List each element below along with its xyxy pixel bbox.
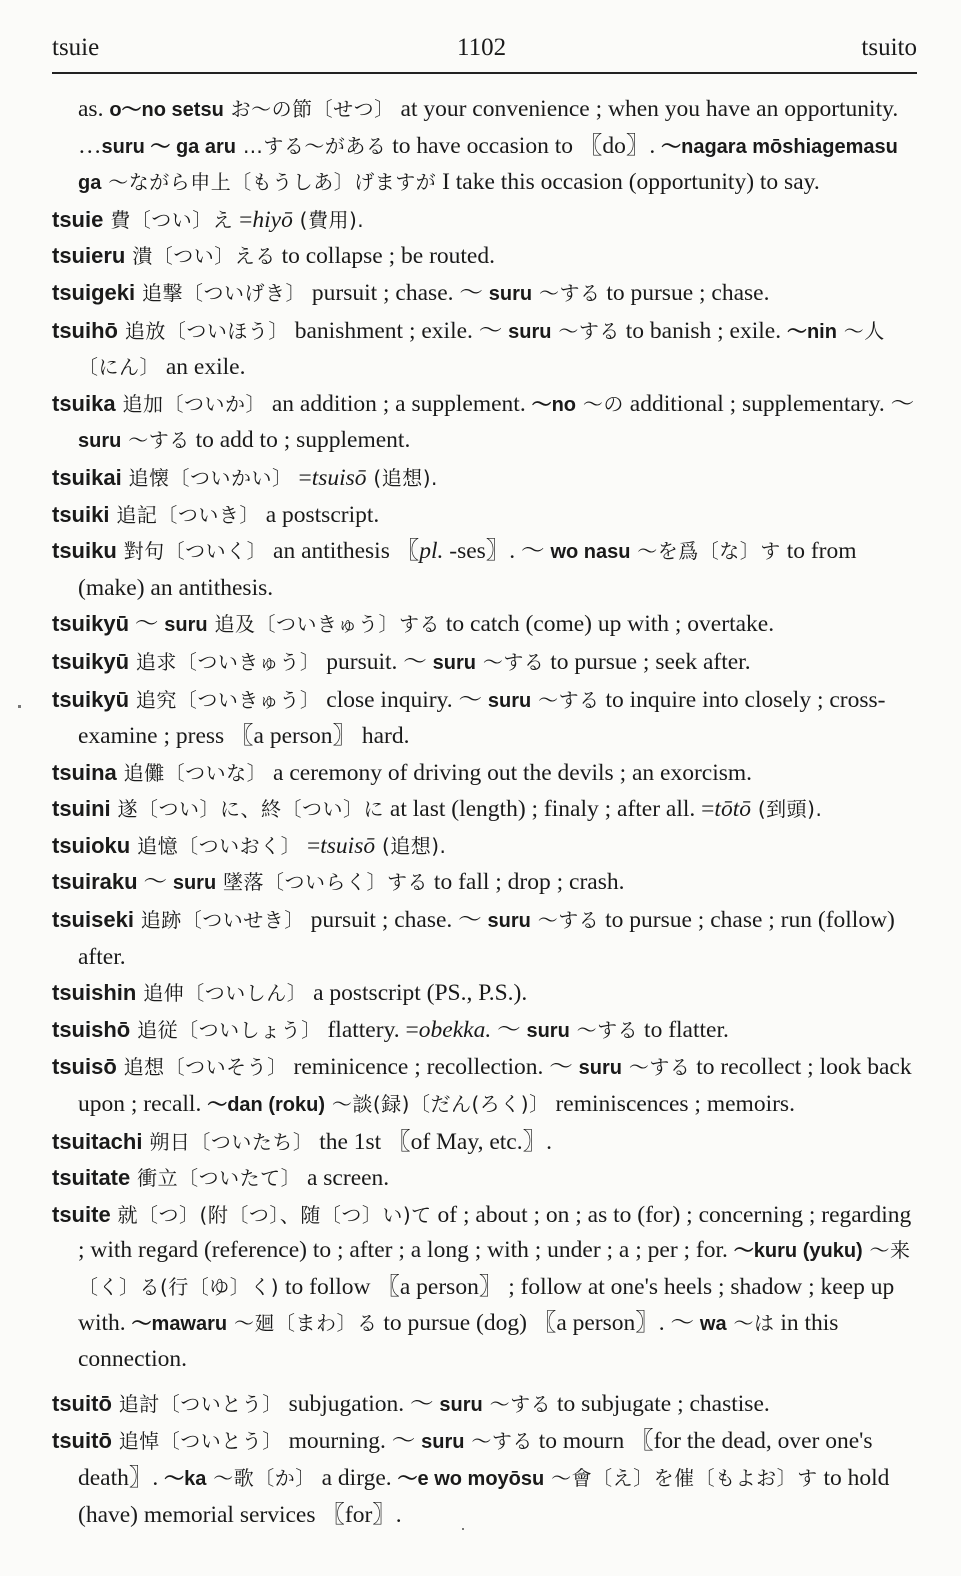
romaji-phrase: suru xyxy=(526,1019,570,1042)
definition-text: to flatter. xyxy=(638,1016,729,1043)
japanese-text: 追伸〔ついしん〕 xyxy=(136,981,308,1006)
romaji-phrase: ～dan (roku) xyxy=(207,1094,325,1117)
definition-text: a postscript. xyxy=(259,501,380,528)
definition-text: to fall ; drop ; crash. xyxy=(428,869,625,896)
romaji-phrase: suru xyxy=(487,910,531,933)
romaji-phrase: suru xyxy=(578,1057,623,1080)
definition-text: close inquiry. ～ xyxy=(320,686,488,713)
dictionary-entry xyxy=(52,275,917,313)
definition-text: an exile. xyxy=(160,354,246,381)
japanese-text: 追撃〔ついげき〕 xyxy=(135,280,306,305)
definition-text: as. xyxy=(78,96,110,122)
header-first-word: tsuie xyxy=(52,34,100,61)
japanese-text: ～する xyxy=(622,1055,691,1080)
headword: tsuie xyxy=(52,206,104,232)
romaji-phrase: ～mawaru xyxy=(131,1312,228,1335)
definition-text: = xyxy=(233,206,253,233)
definition-text: at last (length) ; finaly ; after all. = xyxy=(384,796,715,823)
definition-text: reminiscences ; memoirs. xyxy=(549,1091,795,1118)
japanese-text: ～ながら申上〔もうしあ〕げますが xyxy=(101,170,437,195)
romaji-phrase: suru xyxy=(172,872,217,895)
header-last-word: tsuito xyxy=(861,34,917,61)
japanese-text: お～の節〔せつ〕 xyxy=(223,97,395,121)
definition-text: pursuit ; chase. ～ xyxy=(306,279,489,306)
definition-text: mourning. ～ xyxy=(282,1428,422,1455)
dictionary-entry xyxy=(52,238,917,275)
headword: tsuiku xyxy=(52,538,117,564)
headword: tsuioku xyxy=(52,832,131,858)
japanese-text: 追想〔ついそう〕 xyxy=(116,1055,288,1080)
romaji-phrase: wo nasu xyxy=(550,541,631,564)
japanese-text: ～来〔く〕る(行〔ゆ〕く) xyxy=(78,1238,911,1299)
print-speck xyxy=(18,705,21,708)
romaji-phrase: suru xyxy=(78,430,122,453)
headword: tsuishin xyxy=(52,980,137,1006)
print-speck xyxy=(462,1528,464,1530)
definition-text: to catch (come) up with ; overtake. xyxy=(439,611,775,638)
definition-text: I take this occasion (opportunity) to say. xyxy=(436,169,820,196)
definition-text: a screen. xyxy=(301,1165,390,1192)
romaji-phrase: o～no setsu xyxy=(109,99,224,121)
definition-text: a ceremony of driving out the devils ; an exorcism. xyxy=(267,759,753,786)
headword: tsuini xyxy=(52,796,111,822)
running-header xyxy=(52,34,917,74)
japanese-text: ～の xyxy=(576,391,624,416)
dictionary-entry xyxy=(52,1124,917,1161)
romaji-phrase: ～nin xyxy=(786,320,837,343)
definition-text: to pursue ; chase ; run (follow) after. xyxy=(78,907,895,970)
definition-text: additional ; supplementary. ～ xyxy=(623,390,915,417)
dictionary-entry xyxy=(52,1049,917,1123)
page-number: 1102 xyxy=(457,34,507,61)
japanese-text: 追儺〔ついな〕 xyxy=(116,760,268,785)
japanese-text: 追求〔ついきゅう〕 xyxy=(129,649,321,674)
cross-reference: obekka. xyxy=(418,1016,492,1043)
definition-text: to pursue ; seek after. xyxy=(544,648,751,675)
entry-gap xyxy=(52,1378,917,1386)
cross-reference: pl. xyxy=(419,538,444,565)
japanese-text: …する～がある xyxy=(235,133,387,158)
headword: tsuisō xyxy=(52,1054,117,1080)
definition-text: ～ xyxy=(129,611,165,638)
headword: tsuigeki xyxy=(52,279,136,305)
romaji-phrase: ～no xyxy=(531,393,577,416)
headword: tsuishō xyxy=(52,1016,131,1042)
headword: tsuika xyxy=(52,390,116,416)
definition-text: reminicence ; recollection. ～ xyxy=(287,1054,579,1081)
definition-text: banishment ; exile. ～ xyxy=(288,317,509,344)
dictionary-entry xyxy=(52,533,917,606)
japanese-text: ～する xyxy=(476,649,545,674)
definition-text: to pursue ; chase. xyxy=(600,279,770,306)
definition-text: at your convenience ; when you have an opportunity. … xyxy=(78,96,899,159)
definition-text: to collapse ; be routed. xyxy=(275,243,495,270)
dictionary-entry xyxy=(52,313,917,386)
cross-reference: tsuisō xyxy=(311,464,367,491)
definition-text: the 1st 〖of May, etc.〗. xyxy=(313,1128,552,1155)
definition-text: to add to ; supplement. xyxy=(189,427,411,454)
romaji-phrase: ～kuru (yuku) xyxy=(733,1240,863,1263)
romaji-phrase: suru xyxy=(164,614,208,637)
definition-text: subjugation. ～ xyxy=(282,1390,440,1417)
japanese-text: ～會〔え〕を催〔もよお〕す xyxy=(544,1465,818,1490)
headword: tsuina xyxy=(52,759,117,785)
romaji-phrase: ～nagara mōshiagemasu ga xyxy=(78,135,898,195)
definition-text: a dirge. xyxy=(315,1464,398,1491)
definition-text: flattery. = xyxy=(321,1016,419,1043)
headword: tsuikyū xyxy=(52,686,130,712)
definition-text: an antithesis 〖 xyxy=(267,538,420,565)
japanese-text: ～歌〔か〕 xyxy=(206,1465,316,1490)
headword: tsuite xyxy=(52,1201,111,1227)
romaji-phrase: suru xyxy=(439,1393,483,1416)
dictionary-entry xyxy=(52,386,917,460)
definition-text: to mourn 〖for the dead, over one's death〗. xyxy=(78,1428,873,1491)
japanese-text: 追討〔ついとう〕 xyxy=(111,1391,283,1416)
dictionary-entry xyxy=(52,1197,917,1378)
japanese-text: ～する xyxy=(464,1429,533,1454)
dictionary-entry xyxy=(52,755,917,792)
romaji-phrase: suru xyxy=(488,282,533,305)
dictionary-entry xyxy=(52,1160,917,1197)
definition-text: to subjugate ; chastise. xyxy=(551,1390,770,1417)
romaji-phrase: suru xyxy=(421,1431,465,1454)
dictionary-entry xyxy=(52,791,917,828)
japanese-text: 追究〔ついきゅう〕 xyxy=(129,687,321,712)
definition-text: a postscript (PS., P.S.). xyxy=(307,980,528,1007)
romaji-phrase: ～e wo moyōsu xyxy=(397,1467,545,1490)
japanese-text: ～する xyxy=(569,1017,639,1042)
japanese-text: (追想). xyxy=(366,465,438,490)
japanese-text: 朔日〔ついたち〕 xyxy=(142,1129,314,1154)
dictionary-entry xyxy=(52,902,917,975)
entry-continuation xyxy=(52,92,917,202)
definition-text: = xyxy=(301,832,321,859)
definition-text: of ; about ; on ; as to (for) ; concerning ; regarding ; with regard (reference) to ; after ; a long ; with ; under ; a ; per ; for. xyxy=(78,1201,912,1264)
japanese-text: 對句〔ついく〕 xyxy=(116,539,268,564)
japanese-text: ～人〔にん〕 xyxy=(78,318,885,380)
headword: tsuikyū xyxy=(52,648,130,674)
dictionary-entry xyxy=(52,828,917,865)
dictionary-entry xyxy=(52,864,917,902)
definition-text: to have occasion to 〖do〗. xyxy=(386,132,662,159)
headword: tsuiki xyxy=(52,501,110,527)
dictionary-entry xyxy=(52,975,917,1012)
romaji-phrase: wa xyxy=(699,1312,727,1335)
japanese-text: ～する xyxy=(532,280,601,305)
romaji-phrase: suru xyxy=(432,651,477,674)
definition-text: ～ xyxy=(491,1016,527,1043)
headword: tsuieru xyxy=(52,243,126,269)
japanese-text: ～する xyxy=(121,428,190,453)
japanese-text: 墜落〔ついらく〕する xyxy=(216,870,429,895)
definition-text: pursuit ; chase. ～ xyxy=(304,907,488,934)
japanese-text: ～を爲〔な〕す xyxy=(630,539,781,564)
definition-text: to from (make) an antithesis. xyxy=(78,538,857,601)
definition-text: in this connection. xyxy=(78,1309,839,1373)
definition-text: = xyxy=(292,464,312,491)
japanese-text: 追記〔ついき〕 xyxy=(109,502,260,527)
definition-text: to hold (have) memorial services 〖for〗. xyxy=(78,1464,890,1528)
headword: tsuitachi xyxy=(52,1128,143,1154)
headword: tsuihō xyxy=(52,317,118,343)
headword: tsuikyū xyxy=(52,611,130,637)
japanese-text: ～談(録)〔だん(ろく)〕 xyxy=(325,1092,550,1117)
dictionary-entry xyxy=(52,1012,917,1050)
romaji-phrase: suru ～ ga aru xyxy=(101,135,236,158)
japanese-text: 追及〔ついきゅう〕する xyxy=(207,612,440,637)
dictionary-entry xyxy=(52,606,917,644)
japanese-text: 追懐〔ついかい〕 xyxy=(121,465,293,490)
japanese-text: ～は xyxy=(726,1310,775,1335)
dictionary-entry xyxy=(52,497,917,534)
dictionary-entry xyxy=(52,1386,917,1424)
headword: tsuitō xyxy=(52,1428,112,1454)
japanese-text: ～廻〔まわ〕る xyxy=(227,1310,378,1335)
cross-reference: tōtō xyxy=(714,796,751,823)
headword: tsuitate xyxy=(52,1165,131,1191)
dictionary-entry xyxy=(52,460,917,497)
entry-list xyxy=(52,92,917,1533)
japanese-text: (費用). xyxy=(292,207,365,232)
romaji-phrase: ～ka xyxy=(164,1467,207,1490)
japanese-text: 追加〔ついか〕 xyxy=(115,391,266,416)
definition-text: an addition ; a supplement. xyxy=(265,390,532,417)
definition-text: ～ xyxy=(137,869,173,896)
headword: tsuiraku xyxy=(52,869,138,895)
headword: tsuikai xyxy=(52,464,122,490)
japanese-text: ～する xyxy=(551,318,620,343)
japanese-text: (到頭). xyxy=(750,797,823,822)
japanese-text: 追憶〔ついおく〕 xyxy=(130,833,302,858)
dictionary-entry xyxy=(52,1423,917,1533)
definition-text: to inquire into closely ; cross-examine ; press 〖a person〗 hard. xyxy=(78,686,886,750)
dictionary-entry xyxy=(52,682,917,755)
cross-reference: tsuisō xyxy=(320,832,376,859)
definition-text: to banish ; exile. xyxy=(619,317,787,344)
japanese-text: 追放〔ついほう〕 xyxy=(118,318,289,343)
definition-text: to pursue (dog) 〖a person〗. ～ xyxy=(377,1309,700,1336)
definition-text: to follow 〖a person〗 ; follow at one's heels ; shadow ; keep up with. xyxy=(78,1274,895,1336)
dictionary-entry xyxy=(52,644,917,682)
headword: tsuiseki xyxy=(52,907,134,933)
japanese-text: 費〔つい〕え xyxy=(103,207,234,232)
definition-text: -ses〗. ～ xyxy=(443,538,551,565)
definition-text: pursuit. ～ xyxy=(320,648,433,675)
romaji-phrase: suru xyxy=(508,320,552,343)
japanese-text: ～する xyxy=(531,687,600,712)
japanese-text: 潰〔つい〕える xyxy=(125,244,276,269)
japanese-text: 追従〔ついしょう〕 xyxy=(130,1017,322,1042)
romaji-phrase: suru xyxy=(487,689,532,712)
dictionary-entry xyxy=(52,202,917,239)
japanese-text: 就〔つ〕(附〔つ〕、随〔つ〕い)て xyxy=(110,1202,432,1227)
japanese-text: 衝立〔ついたて〕 xyxy=(130,1166,302,1191)
japanese-text: 追跡〔ついせき〕 xyxy=(133,908,305,933)
japanese-text: ～する xyxy=(482,1391,552,1416)
japanese-text: (追想). xyxy=(375,833,447,858)
definition-text: to recollect ; look back upon ; recall. xyxy=(78,1054,912,1118)
japanese-text: ～する xyxy=(530,908,600,933)
japanese-text: 追悼〔ついとう〕 xyxy=(111,1429,283,1454)
headword: tsuitō xyxy=(52,1390,112,1416)
cross-reference: hiyō xyxy=(252,206,293,233)
japanese-text: 遂〔つい〕に、終〔つい〕に xyxy=(110,797,385,822)
